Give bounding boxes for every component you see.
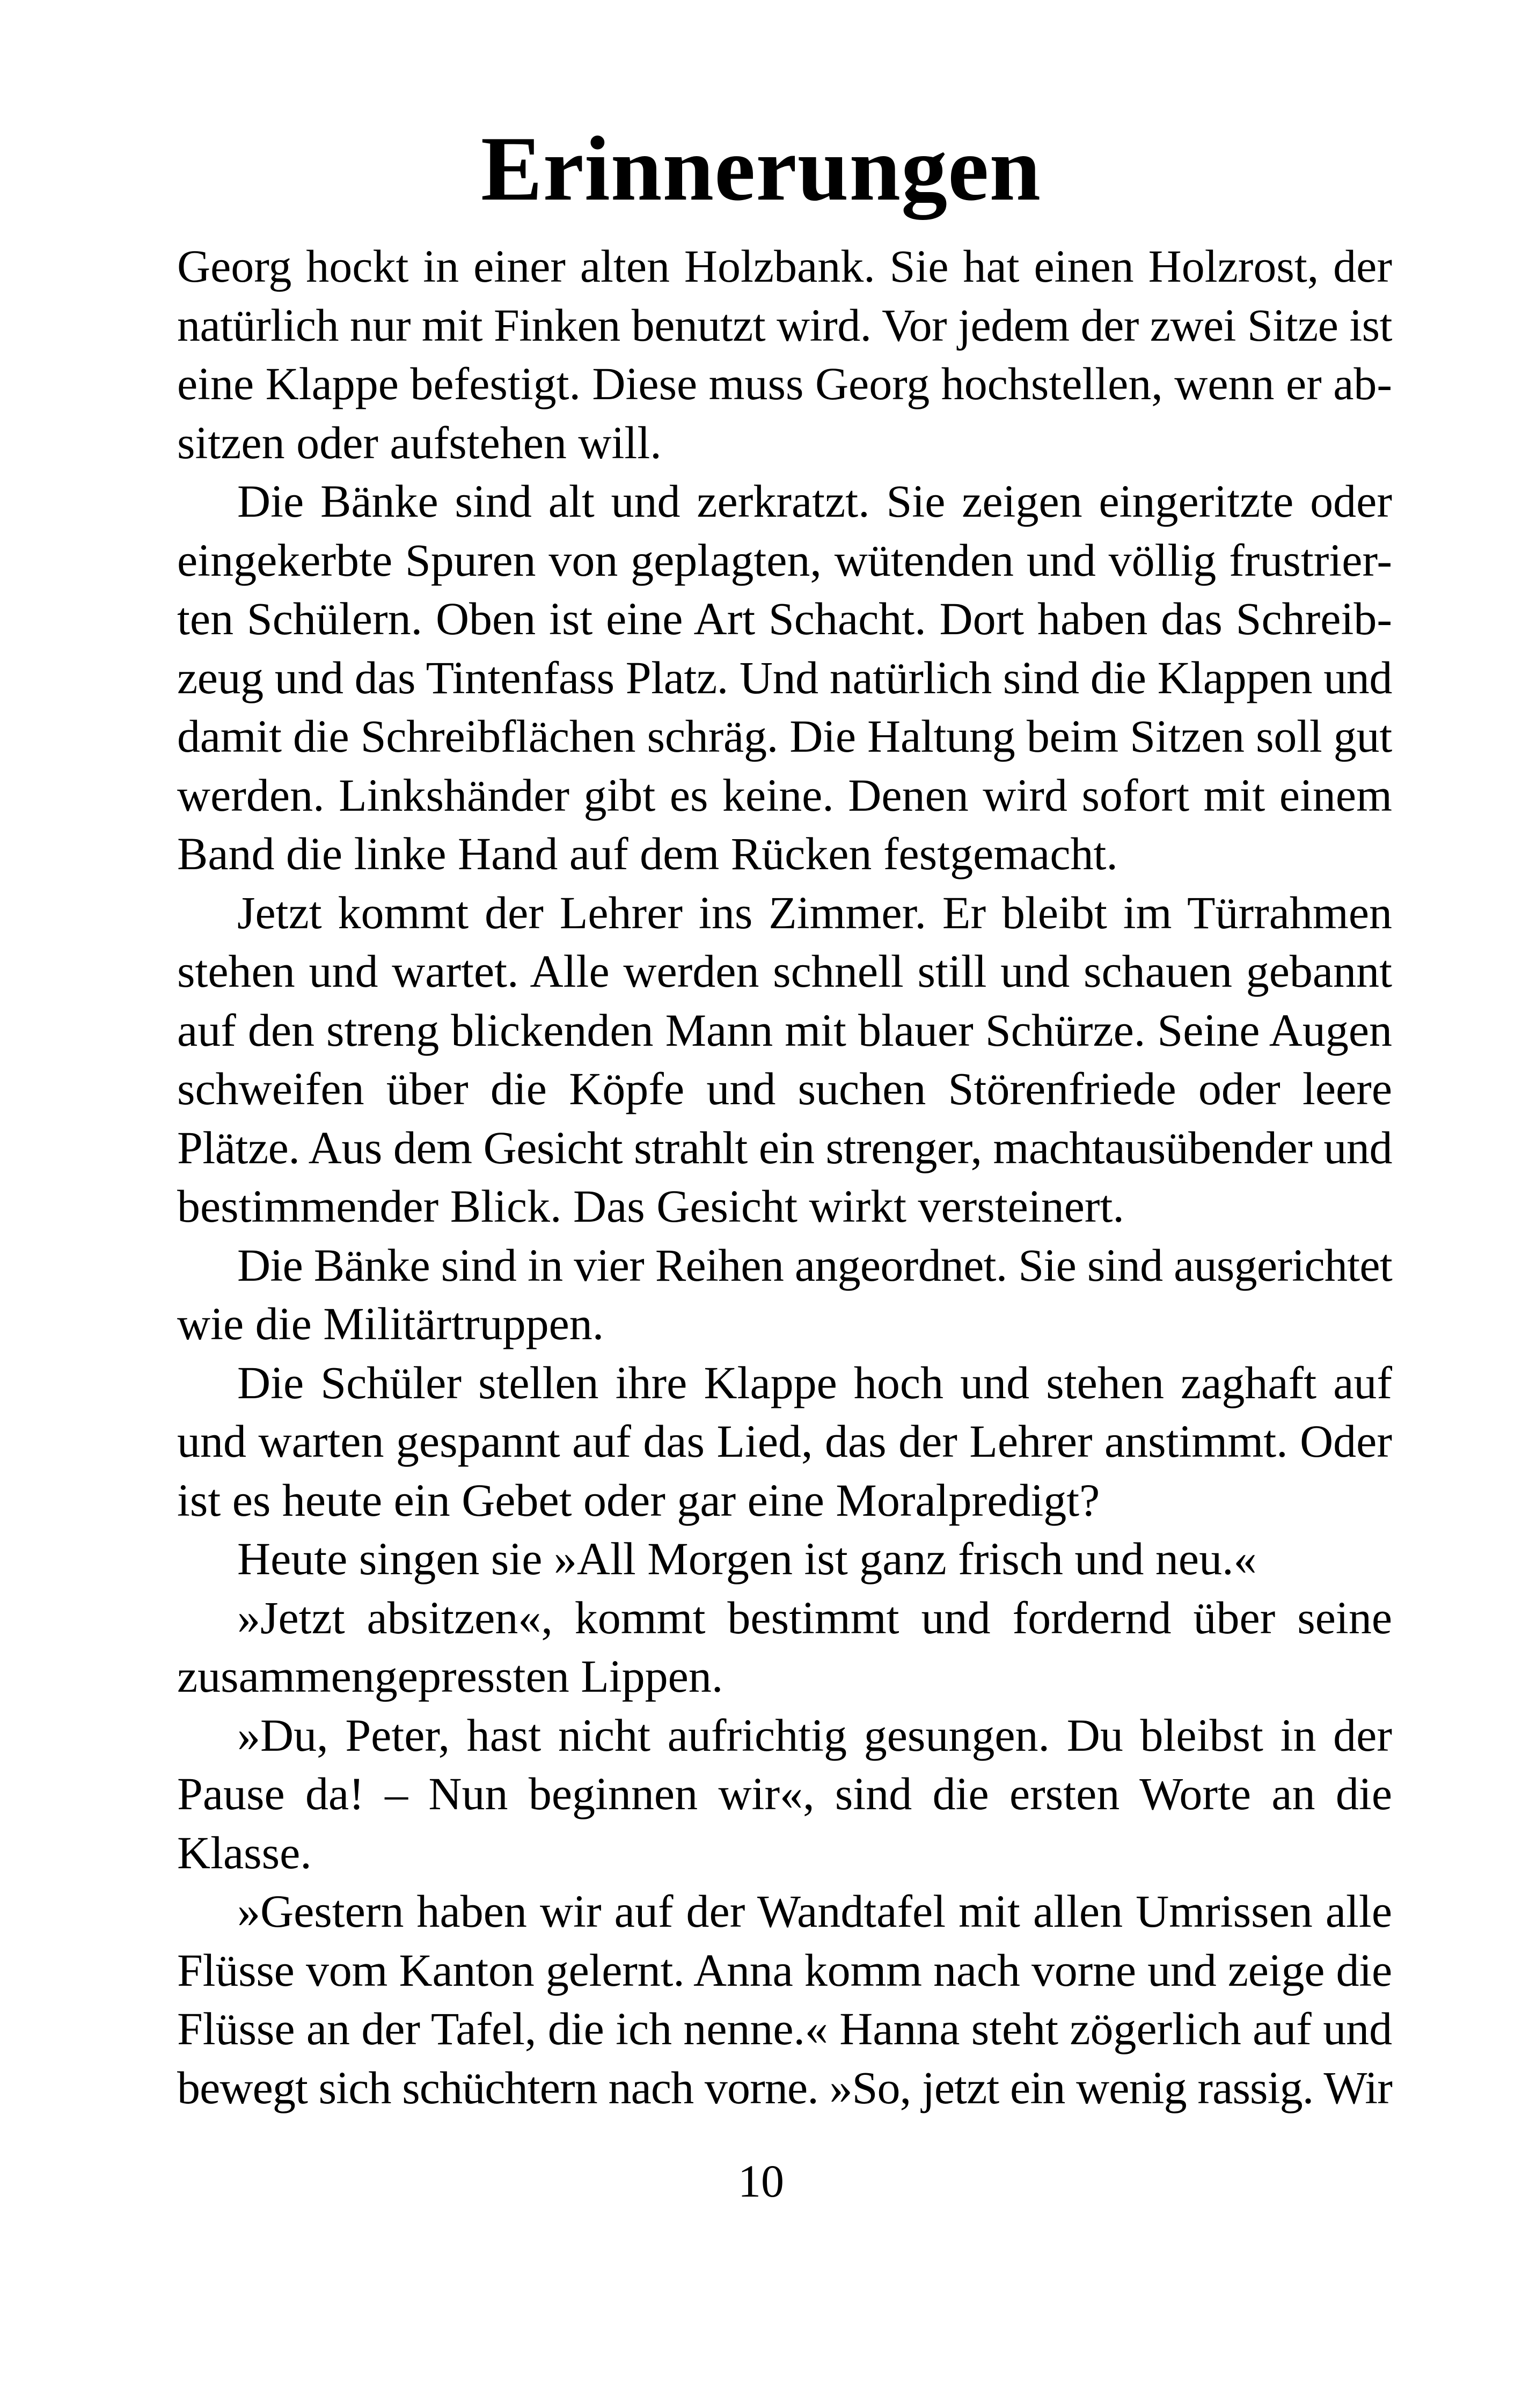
paragraph [177, 237, 1392, 472]
paragraph [177, 472, 1392, 884]
text-line: Flüsse vom Kanton gelernt. Anna komm nach vorne und zeige die [177, 1944, 1392, 1996]
text-line: Pause da! – Nun beginnen wir«, sind die ersten Worte an die [177, 1768, 1392, 1819]
text-line: »Gestern haben wir auf der Wandtafel mit allen Umrissen alle [237, 1885, 1392, 1937]
text-line: wie die Militärtruppen. [177, 1298, 604, 1349]
paragraph [177, 884, 1392, 1236]
text-line: Jetzt kommt der Lehrer ins Zimmer. Er bleibt im Türrahmen [237, 886, 1392, 938]
text-line: zeug und das Tintenfass Platz. Und natürlich sind die Klappen und [177, 651, 1392, 703]
text-line: Plätze. Aus dem Gesicht strahlt ein strenger, machtausübender und [177, 1121, 1392, 1173]
text-line: Heute singen sie »All Morgen ist ganz frisch und neu.« [237, 1533, 1257, 1584]
text-line: Band die linke Hand auf dem Rücken festgemacht. [177, 828, 1118, 879]
text-line: bewegt sich schüchtern nach vorne. »So, jetzt ein wenig rassig. Wir [177, 2061, 1392, 2113]
text-line: Flüsse an der Tafel, die ich nenne.« Hanna steht zögerlich auf und [177, 2003, 1392, 2054]
text-line: Die Schüler stellen ihre Klappe hoch und stehen zaghaft auf [237, 1356, 1392, 1408]
page-number: 10 [738, 2155, 784, 2207]
text-line: damit die Schreibflächen schräg. Die Haltung beim Sitzen soll gut [177, 710, 1392, 762]
body-text [177, 237, 1392, 2117]
text-line: werden. Linkshänder gibt es keine. Denen wird sofort mit einem [177, 769, 1392, 821]
text-line: auf den streng blickenden Mann mit blauer Schürze. Seine Augen [177, 1004, 1392, 1056]
chapter-title: Erinnerungen [480, 118, 1042, 220]
text-line: Die Bänke sind alt und zerkratzt. Sie zeigen eingeritzte oder [237, 475, 1392, 527]
paragraph [177, 1706, 1392, 1883]
text-line: Die Bänke sind in vier Reihen angeordnet. Sie sind ausgerichtet [237, 1239, 1392, 1291]
text-line: stehen und wartet. Alle werden schnell still und schauen gebannt [177, 945, 1392, 997]
text-line: zusammengepressten Lippen. [177, 1650, 723, 1702]
paragraph [177, 1236, 1392, 1354]
paragraph [177, 1530, 1392, 1589]
text-line: eine Klappe befestigt. Diese muss Georg hochstellen, wenn er ab- [177, 358, 1392, 409]
text-line: natürlich nur mit Finken benutzt wird. Vor jedem der zwei Sitze ist [177, 299, 1392, 351]
paragraph [177, 1589, 1392, 1706]
text-line: sitzen oder aufstehen will. [177, 416, 662, 468]
text-line: Georg hockt in einer alten Holzbank. Sie hat einen Holzrost, der [177, 240, 1392, 292]
text-line: bestimmender Blick. Das Gesicht wirkt versteinert. [177, 1180, 1124, 1232]
text-line: »Du, Peter, hast nicht aufrichtig gesungen. Du bleibst in der [237, 1709, 1392, 1761]
text-line: ten Schülern. Oben ist eine Art Schacht. Dort haben das Schreib- [177, 593, 1392, 644]
paragraph [177, 1354, 1392, 1530]
text-line: und warten gespannt auf das Lied, das der Lehrer anstimmt. Oder [177, 1415, 1392, 1467]
text-line: »Jetzt absitzen«, kommt bestimmt und fordernd über seine [237, 1591, 1392, 1643]
text-line: eingekerbte Spuren von geplagten, wütenden und völlig frustrier- [177, 534, 1392, 586]
text-line: schweifen über die Köpfe und suchen Störenfriede oder leere [177, 1063, 1392, 1114]
text-line: ist es heute ein Gebet oder gar eine Moralpredigt? [177, 1474, 1100, 1526]
paragraph [177, 1882, 1392, 2117]
text-line: Klasse. [177, 1826, 312, 1878]
